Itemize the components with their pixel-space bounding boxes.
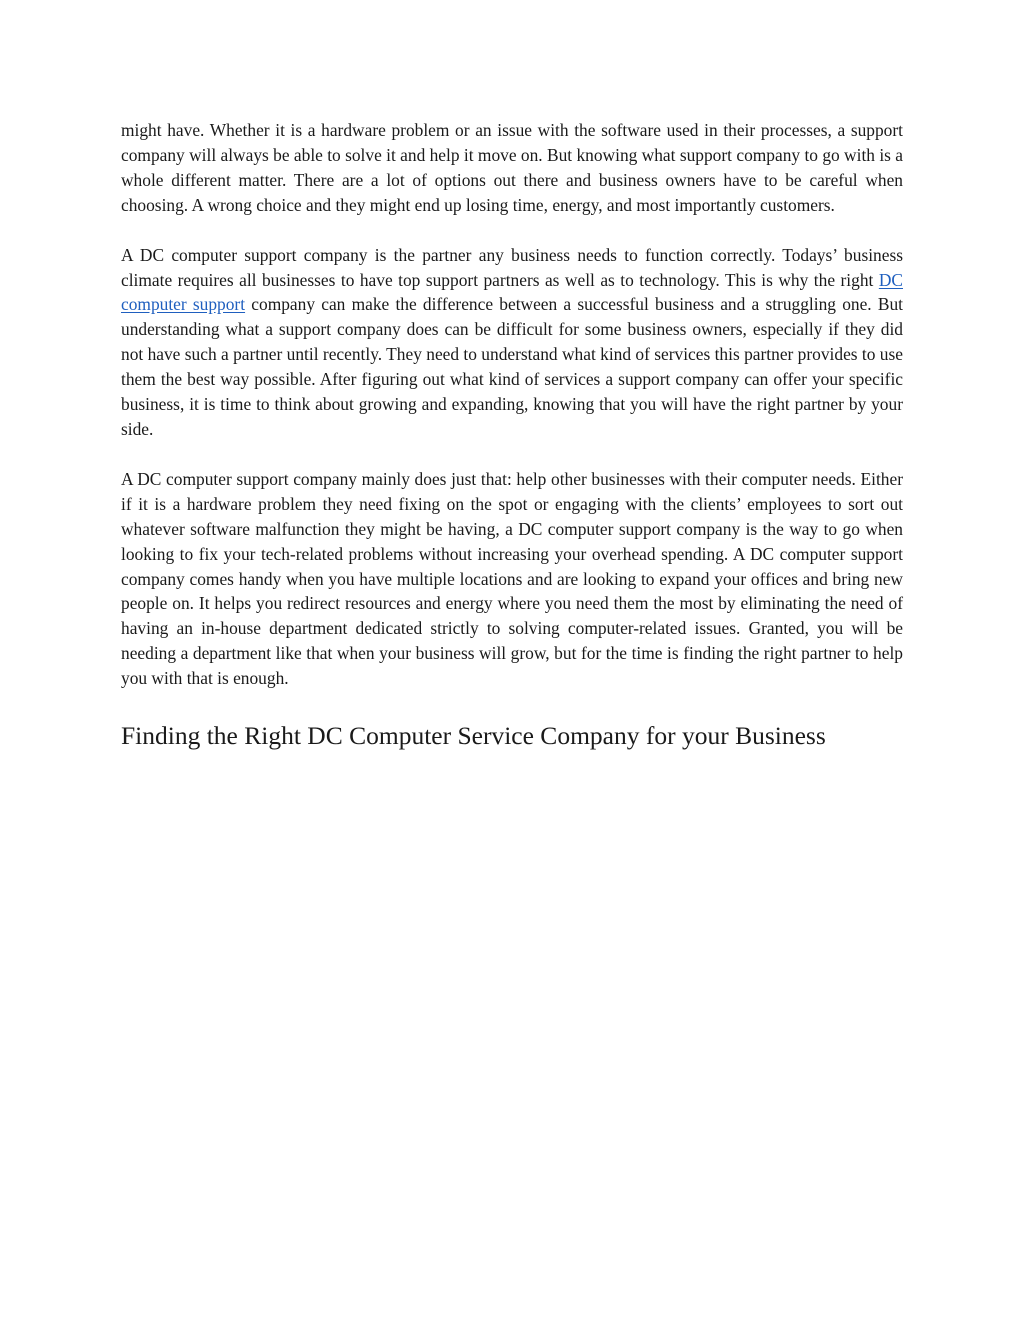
paragraph-3: A DC computer support company mainly does just that: help other businesses with their computer needs. Either if it is a hardware problem they need fixing on the spot or engaging with the clients’ employees to sort out whatever software malfunction they might be having, a DC computer support company is the way to go when looking to fix your tech-related problems without increasing your overhead spending. A DC computer support company comes handy when you have multiple locations and are looking to expand your offices and bring new people on. It helps you redirect resources and energy where you need them the most by eliminating the need of having an in-house department dedicated strictly to solving computer-related issues. Granted, you will be needing a department like that when your business will grow, but for the time is finding the right partner to help you with that is enough. xyxy=(121,468,903,689)
paragraph-2-text-after-link: company can make the difference between a successful business and a struggling one. But understanding what a support company does can be difficult for some business owners, especially if they did not have such a partner until recently. They need to understand what kind of services this partner provides to use them the best way possible. After figuring out what kind of services a support company can offer your specific business, it is time to think about growing and expanding, knowing that you will have the right partner by your side. xyxy=(121,294,903,439)
section-heading: Finding the Right DC Computer Service Company for your Business xyxy=(121,721,826,751)
paragraph-1: might have. Whether it is a hardware problem or an issue with the software used in their processes, a support company will always be able to solve it and help it move on. But knowing what support company to go with is a whole different matter. There are a lot of options out there and business owners have to be careful when choosing. A wrong choice and they might end up losing time, energy, and most importantly customers. xyxy=(121,120,903,215)
paragraph-2-text-before-link: A DC computer support company is the partner any business needs to function correctly. Todays’ business climate requires all businesses to have top support partners as well as to technology. This is why the right xyxy=(121,244,903,290)
paragraph-2 xyxy=(121,243,903,442)
dc-computer-support-link[interactable]: DC computer support xyxy=(121,269,903,315)
document-page xyxy=(121,118,903,752)
